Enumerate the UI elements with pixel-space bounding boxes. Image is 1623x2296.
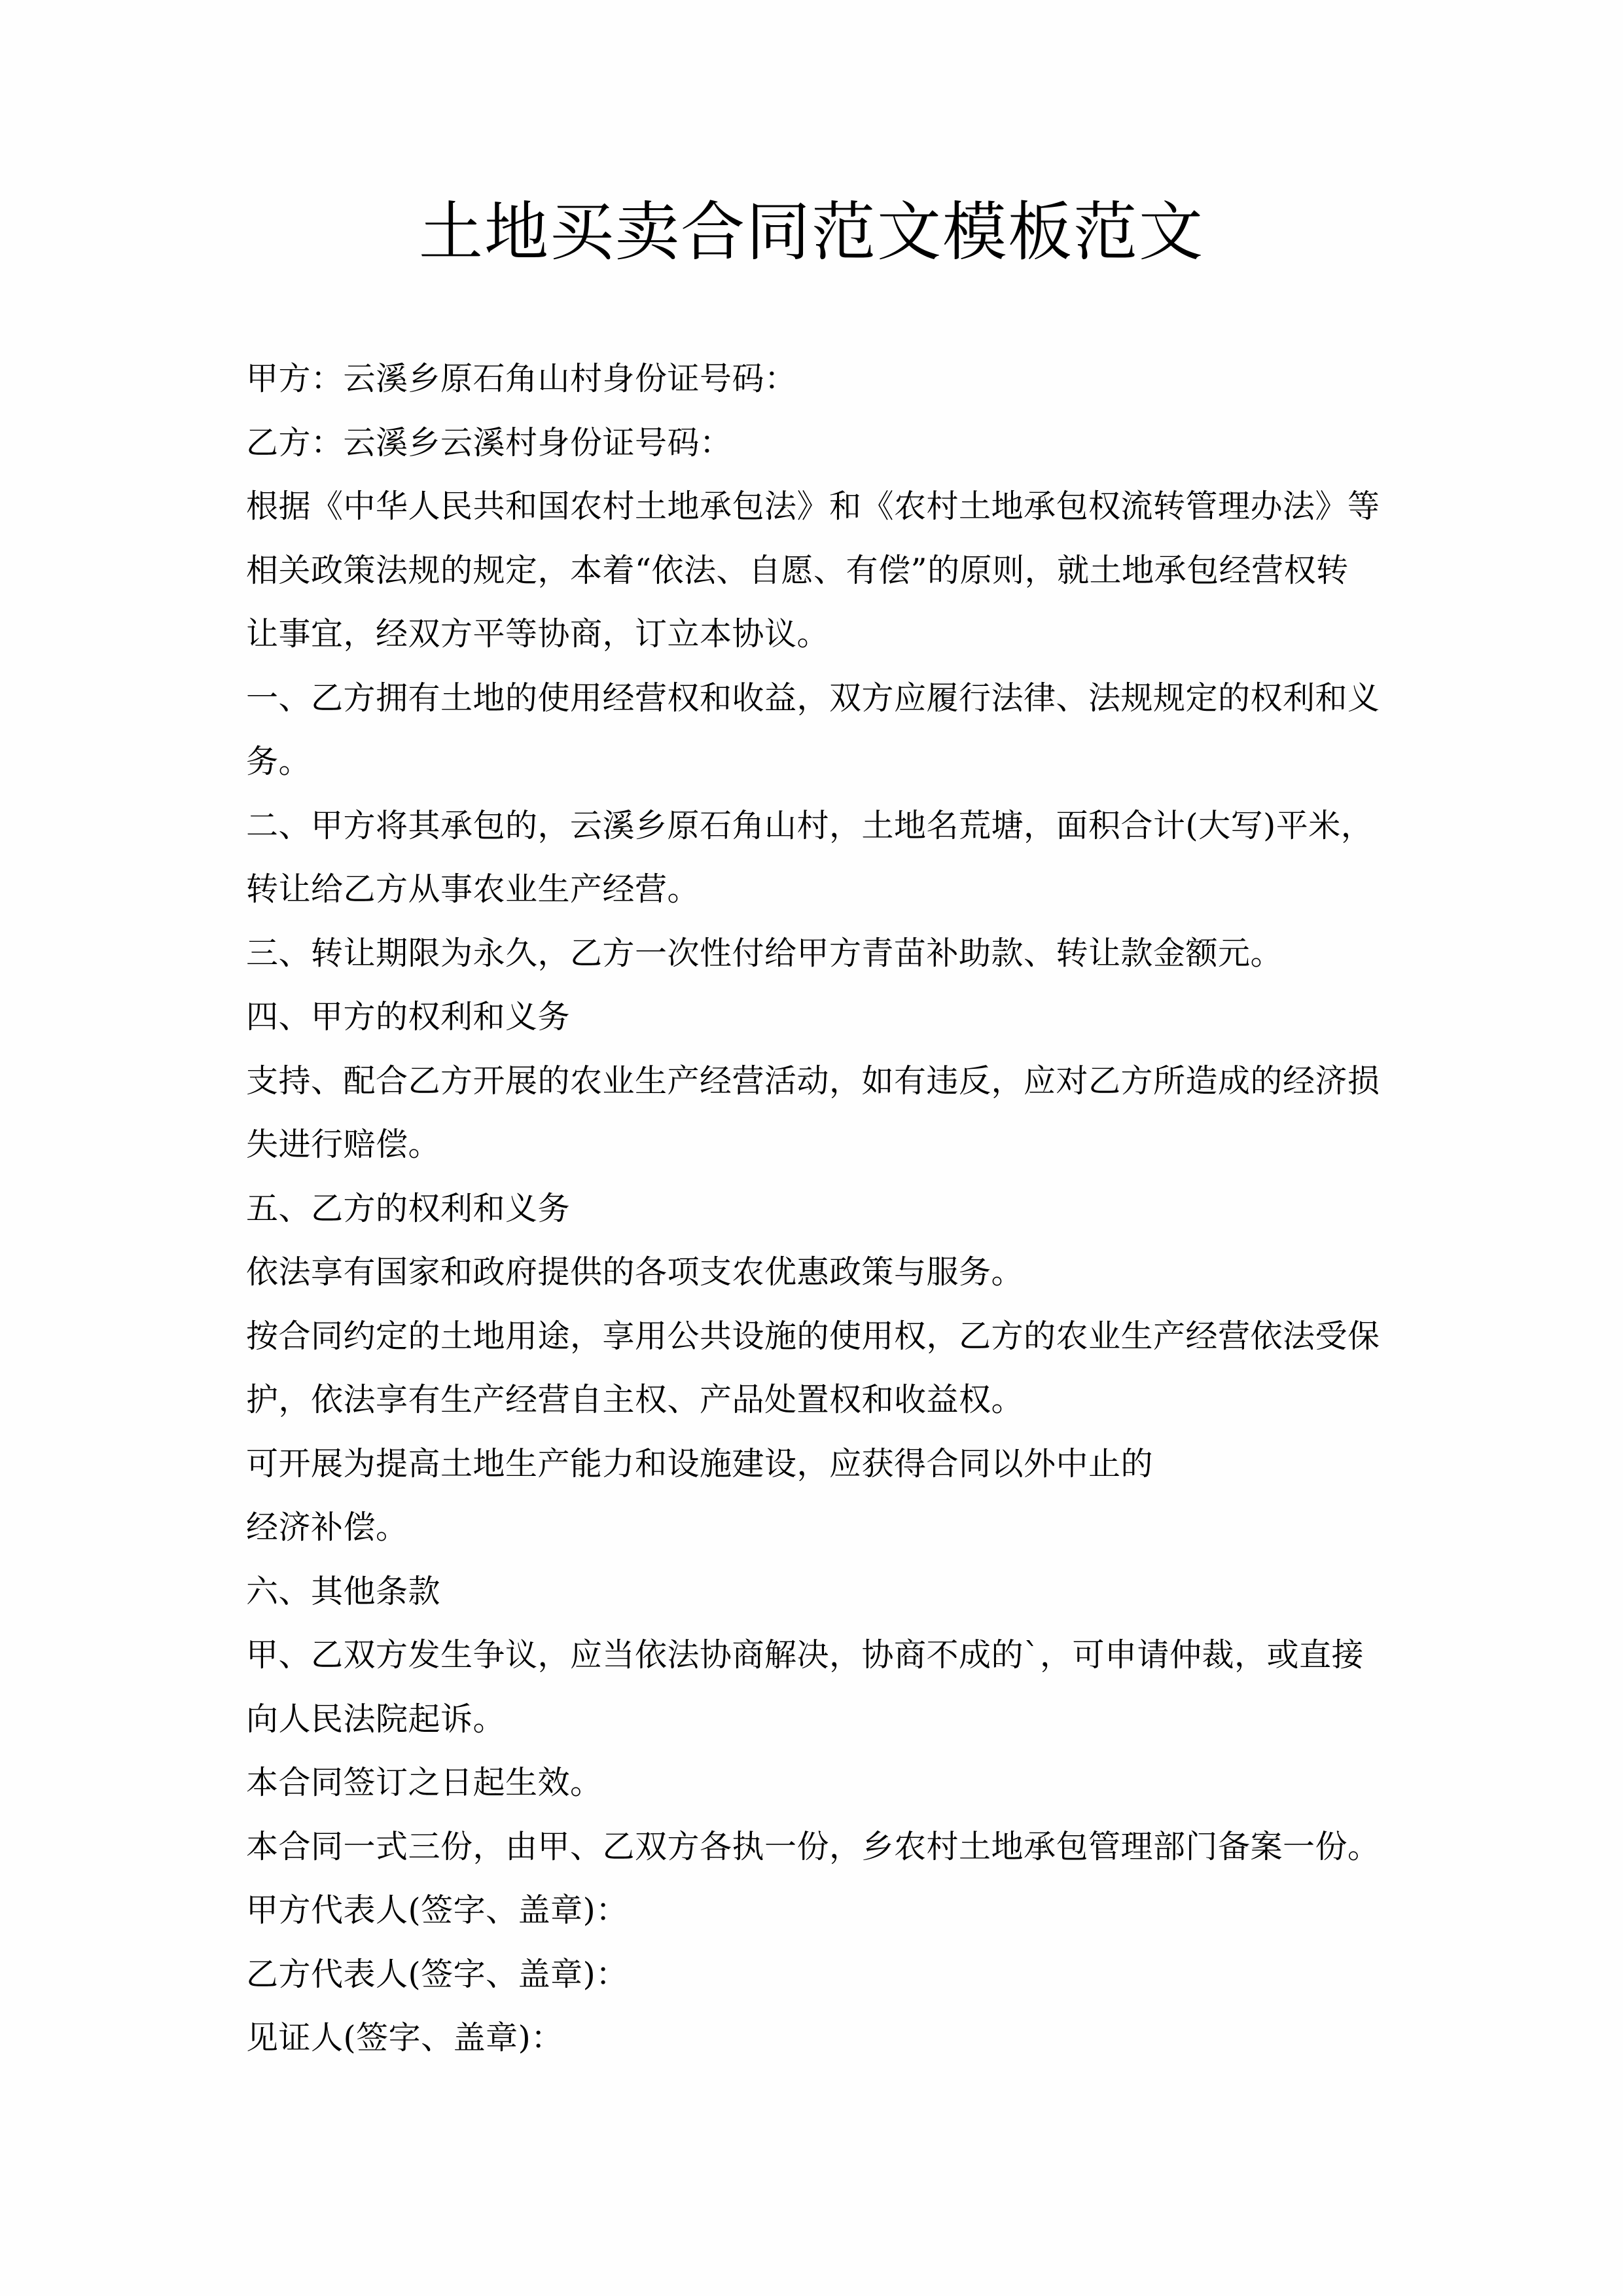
document-title: 土地买卖合同范文模板范文 — [418, 195, 1204, 270]
clause-5-line: 依法享有国家和政府提供的各项支农优惠政策与服务。 — [246, 1253, 1024, 1291]
clause-1-line: 务。 — [246, 743, 312, 780]
clause-5-line: 护，依法享有生产经营自主权、产品处置权和收益权。 — [246, 1381, 1024, 1418]
effective-line: 本合同签订之日起生效。 — [246, 1764, 603, 1801]
document-body — [246, 347, 1411, 2070]
clause-4-line: 失进行赔偿。 — [246, 1126, 441, 1163]
party-a-line: 甲方：云溪乡原石角山村身份证号码： — [246, 360, 797, 397]
clause-4-heading: 四、甲方的权利和义务 — [246, 998, 571, 1035]
preamble-line: 相关政策法规的规定，本着“依法、自愿、有偿”的原则，就土地承包经营权转 — [246, 551, 1349, 589]
clause-5-heading: 五、乙方的权利和义务 — [246, 1189, 571, 1227]
clause-1-line: 一、乙方拥有土地的使用经营权和收益，双方应履行法律、法规规定的权利和义 — [246, 679, 1380, 717]
preamble-line: 让事宜，经双方平等协商，订立本协议。 — [246, 615, 830, 653]
clause-6-line: 甲、乙双方发生争议，应当依法协商解决，协商不成的`，可申请仲裁，或直接 — [246, 1636, 1364, 1674]
copies-line: 本合同一式三份，由甲、乙双方各执一份，乡农村土地承包管理部门备案一份。 — [246, 1827, 1380, 1865]
preamble-line: 根据《中华人民共和国农村土地承包法》和《农村土地承包权流转管理办法》等 — [246, 488, 1380, 525]
clause-5-line: 经济补偿。 — [246, 1509, 408, 1546]
clause-5-line: 可开展为提高土地生产能力和设施建设，应获得合同以外中止的 — [246, 1444, 1154, 1482]
party-b-signature-line: 乙方代表人(签字、盖章)： — [246, 1955, 628, 1993]
party-a-signature-line: 甲方代表人(签字、盖章)： — [246, 1892, 628, 1929]
clause-2-line: 转让给乙方从事农业生产经营。 — [246, 870, 700, 908]
clause-5-line: 按合同约定的土地用途，享用公共设施的使用权，乙方的农业生产经营依法受保 — [246, 1317, 1380, 1355]
party-b-line: 乙方：云溪乡云溪村身份证号码： — [246, 423, 732, 461]
witness-signature-line: 见证人(签字、盖章)： — [246, 2019, 563, 2056]
clause-4-line: 支持、配合乙方开展的农业生产经营活动，如有违反，应对乙方所造成的经济损 — [246, 1062, 1380, 1100]
clause-6-line: 向人民法院起诉。 — [246, 1700, 506, 1738]
clause-6-heading: 六、其他条款 — [246, 1572, 441, 1610]
clause-3-line: 三、转让期限为永久，乙方一次性付给甲方青苗补助款、转让款金额元。 — [246, 934, 1283, 972]
clause-2-line: 二、甲方将其承包的，云溪乡原石角山村，土地名荒塘，面积合计(大写)平米， — [246, 806, 1374, 844]
